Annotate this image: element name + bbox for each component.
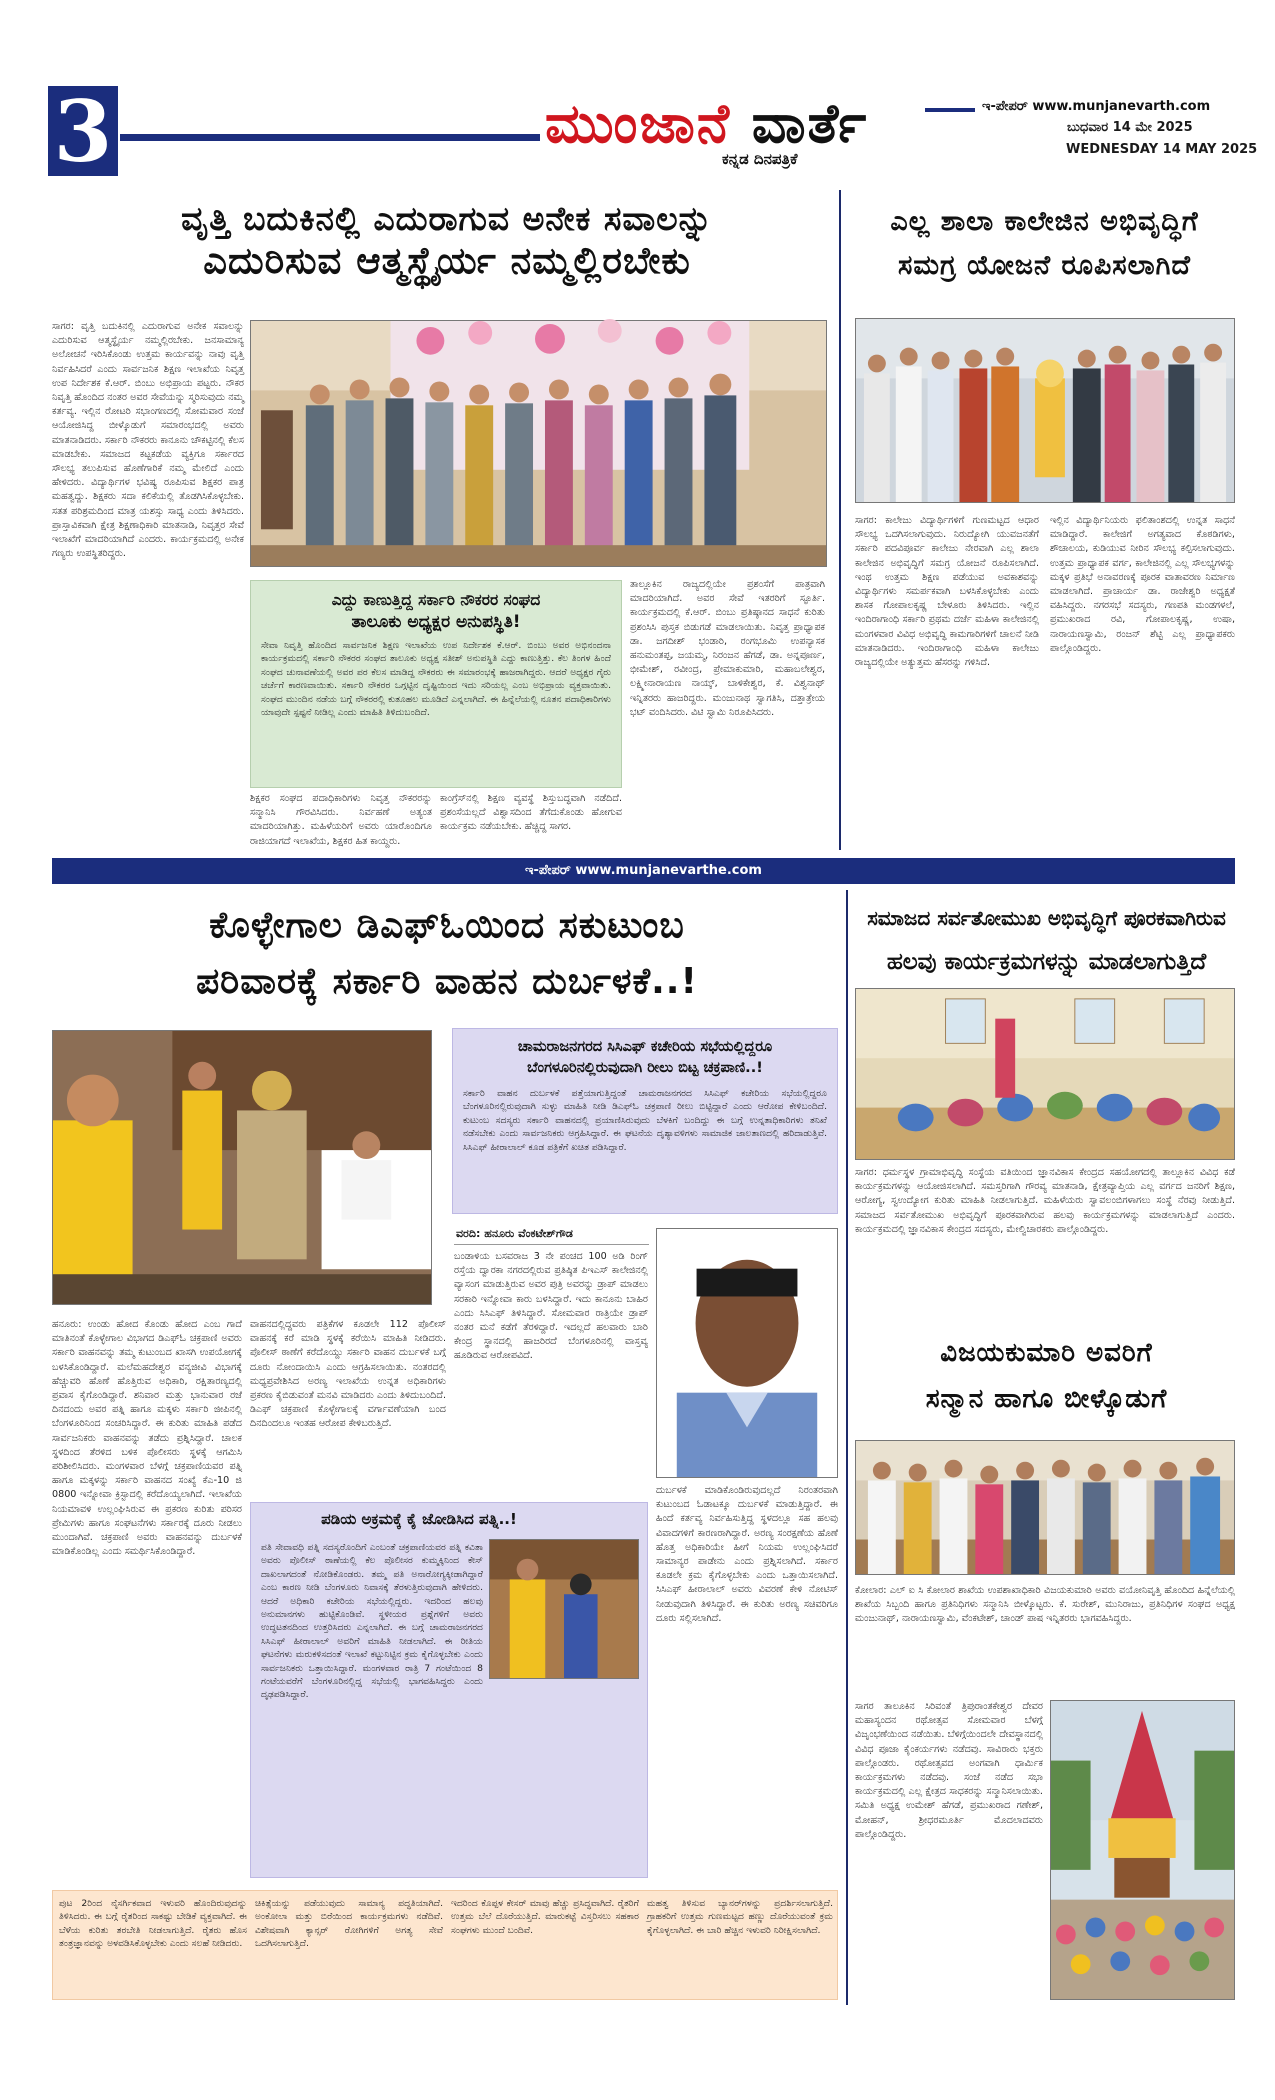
article3-headline-line1: ಕೊಳ್ಳೇಗಾಲ ಡಿಎಫ್‌ಓಯಿಂದ ಸಕುಟುಂಬ [209, 905, 685, 946]
article3-wife-box [250, 1502, 648, 1878]
article5-headline-line1: ವಿಜಯಕುಮಾರಿ ಅವರಿಗೆ [940, 1338, 1153, 1368]
article2-headline [852, 200, 1237, 288]
continued-column-1: ಪುಟ 2ರಿಂದ ನೈಸರ್ಗಿಕವಾದ ಇಳುವರಿ ಹೊಂದಿರುವುದನ್ನು ತಿಳಿಸಿದರು. ಈ ಬಗ್ಗೆ ರೈತರಿಂದ ಸಾಕಷ್ಟು ಬೇಡಿಕೆ ವ್ಯಕ್ತವಾಗಿದೆ. ಈ ಬೆಳೆಯ ಕುರಿತು ತರಬೇತಿ ನೀಡಲಾಗುತ್ತಿದೆ. ರೈತರು ಹೊಸ ತಂತ್ರಜ್ಞಾನವನ್ನು ಅಳವಡಿಸಿಕೊಳ್ಳಬೇಕು ಎಂದು ಸಲಹೆ ನೀಡಿದರು. [59, 1898, 247, 1950]
article1-sidebar-headline [251, 589, 621, 633]
article3-column-2: ವಾಹನದಲ್ಲಿದ್ದವರು ಪತ್ರಿಕೆಗಳ ಕೂಡಲೇ 112 ಪೊಲೀಸ್ ವಾಹನಕ್ಕೆ ಕರೆ ಮಾಡಿ ಸ್ಥಳಕ್ಕೆ ಕರೆಯಿಸಿ ಮಾಹಿತಿ ನೀಡಿದರು. ಪೊಲೀಸ್ ಠಾಣೆಗೆ ಕರೆದೊಯ್ದು ಸರ್ಕಾರಿ ವಾಹನ ದುರ್ಬಳಕೆ ಬಗ್ಗೆ ದೂರು ನೋಂದಾಯಿಸಿ ಎಂದು ಆಗ್ರಹಿಸಲಾಯಿತು. ನಂತರದಲ್ಲಿ ಮಧ್ಯಪ್ರವೇಶಿಸಿದ ಅರಣ್ಯ ಇಲಾಖೆಯ ಉನ್ನತ ಅಧಿಕಾರಿಗಳು ಪ್ರಕರಣ ಕೈಬಿಡುವಂತೆ ಮನವಿ ಮಾಡಿದರು ಎಂದು ತಿಳಿದುಬಂದಿದೆ. ಡಿಎಫ್ ಚಕ್ರಪಾಣಿ ಕೊಳ್ಳೇಗಾಲಕ್ಕೆ ವರ್ಗಾವಣೆಯಾಗಿ ಬಂದ ದಿನದಿಂದಲೂ ಇಂತಹ ಆರೋಪ ಕೇಳಿಬರುತ್ತಿದೆ. [250, 1319, 446, 1430]
continued-column-3: ಇದರಿಂದ ಕೊಪ್ಪಳ ಕೇಸರ್ ಮಾವು ಹೆಚ್ಚು ಪ್ರಸಿದ್ಧವಾಗಿದೆ. ರೈತರಿಗೆ ಉತ್ತಮ ಬೆಲೆ ದೊರೆಯುತ್ತಿದೆ. ಮಾರುಕಟ್ಟೆ ವಿಸ್ತರಿಸಲು ಸಹಕಾರ ಸಂಘಗಳು ಮುಂದೆ ಬಂದಿವೆ. [451, 1898, 639, 1936]
article3-wife-body-top: ಪತಿ ಸೇವಾವಧಿ ಪತ್ನಿ ಸದಸ್ಯರೊಂದಿಗೆ ಎಂಬಂತೆ ಚಕ್ರಪಾಣಿಯವರ ಪತ್ನಿ ಕವಿತಾ ಅವರು ಪೊಲೀಸ್ ಠಾಣೆಯಲ್ಲಿ ಕೆಲ ಪೊಲೀಸರ ಕುಮ್ಮಕ್ಕಿನಿಂದ ಕೇಸ್ ದಾಖಲಾಗದಂತೆ ನೋಡಿಕೊಂಡರು. ತಮ್ಮ ಪತಿ ಅನಾರೋಗ್ಯಕ್ಕೀಡಾಗಿದ್ದಾರೆ ಎಂಬ ಕಾರಣ ನೀಡಿ ಬೆಂಗಳೂರು ನಿವಾಸಕ್ಕೆ ತೆರಳುತ್ತಿರುವುದಾಗಿ ಹೇಳಿದರು. ಆದರೆ ಅಧಿಕಾರಿ ಕಚೇರಿಯ ಸಭೆಯಲ್ಲಿದ್ದರು. ಇದರಿಂದ ಹಲವು ಅನುಮಾನಗಳು ಹುಟ್ಟಿಕೊಂಡಿವೆ. ಸ್ಥಳೀಯರ ಪ್ರಶ್ನೆಗಳಿಗೆ ಅವರು ಉದ್ಧಟತನದಿಂದ ಉತ್ತರಿಸಿದರು ಎನ್ನಲಾಗಿದೆ. ಈ ಬಗ್ಗೆ ಚಾಮರಾಜನಗರದ ಸಿಸಿಎಫ್ ಹೀರಾಲಾಲ್ ಅವರಿಗೆ ಮಾಹಿತಿ ನೀಡಲಾಗಿದೆ. ಈ ರೀತಿಯ ಘಟನೆಗಳು ಮರುಕಳಿಸದಂತೆ ಇಲಾಖೆ ಕಟ್ಟುನಿಟ್ಟಿನ ಕ್ರಮ ಕೈಗೊಳ್ಳಬೇಕು ಎಂದು ಸಾರ್ವಜನಿಕರು ಒತ್ತಾಯಿಸಿದ್ದಾರೆ. ಮಂಗಳವಾರ ರಾತ್ರಿ 7 ಗಂಟೆಯಿಂದ 8 ಗಂಟೆಯವರೆಗೆ ಬೆಂಗಳೂರಿನಲ್ಲಿದ್ದ ಸಭೆಯಲ್ಲಿ ಭಾಗವಹಿಸಿದ್ದರು ಎಂದು ದೃಢಪಡಿಸಿದ್ದಾರೆ. [261, 1542, 483, 1701]
article3-sidebar-body: ಸರ್ಕಾರಿ ವಾಹನ ದುರ್ಬಳಕೆ ಪತ್ತೆಯಾಗುತ್ತಿದ್ದಂತೆ ಚಾಮರಾಜನಗರದ ಸಿಸಿಎಫ್ ಕಚೇರಿಯ ಸಭೆಯಲ್ಲಿದ್ದರೂ ಬೆಂಗಳೂರಿನಲ್ಲಿರುವುದಾಗಿ ಸುಳ್ಳು ಮಾಹಿತಿ ನೀಡಿ ಡಿಎಫ್‌ಓ ಚಕ್ರಪಾಣಿ ರೀಲು ಬಿಟ್ಟಿದ್ದಾರೆ ಎಂದು ಆರೋಪ ಕೇಳಿಬಂದಿದೆ. ಕುಟುಂಬ ಸದಸ್ಯರು ಸರ್ಕಾರಿ ವಾಹನದಲ್ಲಿ ಪ್ರಯಾಣಿಸಿರುವುದು ಬೆಳಕಿಗೆ ಬಂದಿದ್ದು ಈ ಬಗ್ಗೆ ಉನ್ನತಾಧಿಕಾರಿಗಳು ತನಿಖೆ ನಡೆಸಬೇಕು ಎಂದು ಸಾರ್ವಜನಿಕರು ಆಗ್ರಹಿಸಿದ್ದಾರೆ. ಈ ಘಟನೆಯ ದೃಶ್ಯಾವಳಿಗಳು ಸಾಮಾಜಿಕ ಜಾಲತಾಣದಲ್ಲಿ ಹರಿದಾಡುತ್ತಿವೆ. ಸಿಸಿಎಫ್ ಹೀರಾಲಾಲ್ ಕೂಡ ಪತ್ರಿಕೆಗೆ ಖಚಿತ ಪಡಿಸಿದ್ದಾರೆ. [463, 1088, 827, 1153]
article1-photo [250, 320, 827, 567]
article4-headline-line2: ಹಲವು ಕಾರ್ಯಕ್ರಮಗಳನ್ನು ಮಾಡಲಾಗುತ್ತಿದೆ [886, 949, 1207, 975]
article4-headline [855, 896, 1238, 984]
article1-headline-line1: ವೃತ್ತಿ ಬದುಕಿನಲ್ಲಿ ಎದುರಾಗುವ ಅನೇಕ ಸವಾಲನ್ನು [181, 199, 713, 238]
article6-photo [1050, 1700, 1235, 2000]
article1-column-1: ಸಾಗರ: ವೃತ್ತಿ ಬದುಕಿನಲ್ಲಿ ಎದುರಾಗುವ ಅನೇಕ ಸವಾಲನ್ನು ಎದುರಿಸುವ ಆತ್ಮಸ್ಥೈರ್ಯ ನಮ್ಮಲ್ಲಿರಬೇಕು. ಜನಸಾಮಾನ್ಯ ಅಲೋಚನೆ ಇರಿಸಿಕೊಂಡು ಉತ್ತಮ ಕಾರ್ಯವನ್ನು ನಾವು ವೃತ್ತಿ ನಿರ್ವಹಿಸಿದರೆ ಎಂದು ಸಾರ್ವಜನಿಕ ಶಿಕ್ಷಣ ಇಲಾಖೆಯ ನಿವೃತ್ತ ಉಪ ನಿರ್ದೇಶಕ ಕೆ.ಆರ್. ಬಿಂಬು ಅಭಿಪ್ರಾಯ ಪಟ್ಟರು. ನೌಕರ ನಿವೃತ್ತಿ ಹೊಂದಿದ ನಂತರ ಅವರ ಸೇವೆಯನ್ನು ಸ್ಮರಿಸುವುದು ನಮ್ಮ ಕರ್ತವ್ಯ. ಇಲ್ಲಿನ ರೋಟರಿ ಸಭಾಂಗಣದಲ್ಲಿ ಸೋಮವಾರ ಸಂಜೆ ಆಯೋಜಿಸಿದ್ದ ಬೀಳ್ಕೊಡುಗೆ ಸಮಾರಂಭದಲ್ಲಿ ಅವರು ಮಾತನಾಡಿದರು. ಸರ್ಕಾರಿ ನೌಕರರು ಕಾನೂನು ಚೌಕಟ್ಟಿನಲ್ಲಿ ಕೆಲಸ ಮಾಡಬೇಕು. ಸಮಾಜದ ಕಟ್ಟಕಡೆಯ ವ್ಯಕ್ತಿಗೂ ಸರ್ಕಾರದ ಸೌಲಭ್ಯ ತಲುಪಿಸುವ ಹೊಣೆಗಾರಿಕೆ ನಮ್ಮ ಮೇಲಿದೆ ಎಂದು ಹೇಳಿದರು. ವಿದ್ಯಾರ್ಥಿಗಳ ಭವಿಷ್ಯ ರೂಪಿಸುವ ಶಿಕ್ಷಕರ ಪಾತ್ರ ಮಹತ್ವದ್ದು. ಶಿಕ್ಷಕರು ಸದಾ ಕಲಿಕೆಯಲ್ಲಿ ತೊಡಗಿಸಿಕೊಳ್ಳಬೇಕು. ಸತತ ಪರಿಶ್ರಮದಿಂದ ಮಾತ್ರ ಯಶಸ್ಸು ಸಾಧ್ಯ ಎಂದು ತಿಳಿಸಿದರು. ಪ್ರಾಸ್ತಾವಿಕವಾಗಿ ಕ್ಷೇತ್ರ ಶಿಕ್ಷಣಾಧಿಕಾರಿ ಮಾತನಾಡಿ, ನಿವೃತ್ತರ ಸೇವೆ ಇಲಾಖೆಗೆ ಮಾದರಿಯಾಗಿದೆ ಎಂದರು. ಕಾರ್ಯಕ್ರಮದಲ್ಲಿ ಅನೇಕ ಗಣ್ಯರು ಉಪಸ್ಥಿತರಿದ್ದರು. [52, 321, 244, 560]
reporter-portrait [656, 1228, 838, 1478]
article2-photo [855, 318, 1235, 503]
newspaper-logo [545, 92, 868, 156]
article3-column-1: ಹನೂರು: ಉಂಡು ಹೋದ ಕೊಂಡು ಹೋದ ಎಂಬ ಗಾದೆ ಮಾತಿನಂತೆ ಕೊಳ್ಳೇಗಾಲ ವಿಭಾಗದ ಡಿಎಫ್‌ಓ ಚಕ್ರಪಾಣಿ ಅವರು ಸರ್ಕಾರಿ ವಾಹನವನ್ನು ತಮ್ಮ ಕುಟುಂಬದ ಖಾಸಗಿ ಉಪಯೋಗಕ್ಕೆ ಬಳಸಿಕೊಂಡಿದ್ದಾರೆ. ಮಲೆಮಹದೇಶ್ವರ ವನ್ಯಜೀವಿ ವಿಭಾಗಕ್ಕೆ ಹೆಚ್ಚುವರಿ ಹೊಣೆ ಹೊತ್ತಿರುವ ಅಧಿಕಾರಿ, ರಕ್ಷಿತಾರಣ್ಯದಲ್ಲಿ ಪ್ರವಾಸ ಕೈಗೊಂಡಿದ್ದಾರೆ. ಶನಿವಾರ ಮತ್ತು ಭಾನುವಾರ ರಜೆ ದಿನದಂದು ಅವರ ಪತ್ನಿ ಹಾಗೂ ಮಕ್ಕಳು ಸರ್ಕಾರಿ ಜೀಪಿನಲ್ಲಿ ಬೆಂಗಳೂರಿನಿಂದ ಸಂಚರಿಸಿದ್ದಾರೆ. ಈ ಕುರಿತು ಮಾಹಿತಿ ಪಡೆದ ಸಾರ್ವಜನಿಕರು ವಾಹನವನ್ನು ತಡೆದು ಪ್ರಶ್ನಿಸಿದ್ದಾರೆ. ಚಾಲಕ ಸ್ಥಳದಿಂದ ತೆರಳಿದ ಬಳಿಕ ಪೊಲೀಸರು ಸ್ಥಳಕ್ಕೆ ಆಗಮಿಸಿ ಪರಿಶೀಲಿಸಿದರು. ಮಂಗಳವಾರ ಬೆಳಗ್ಗೆ ಚಕ್ರಪಾಣಿಯವರ ಪತ್ನಿ ಹಾಗೂ ಮಕ್ಕಳನ್ನು ಸರ್ಕಾರಿ ವಾಹನದ ಸಂಖ್ಯೆ ಕೆಎ-10 ಜಿ 0800 ಇನ್ನೋವಾ ಕ್ರಿಸ್ಟಾದಲ್ಲಿ ಕರೆದೊಯ್ಯಲಾಗಿದೆ. ಇಲಾಖೆಯ ನಿಯಮಾವಳಿ ಉಲ್ಲಂಘಿಸಿರುವ ಈ ಪ್ರಕರಣ ಕುರಿತು ಪರಿಸರ ಪ್ರೇಮಿಗಳು ಹಾಗೂ ಸಂಘಟನೆಗಳು ಸರ್ಕಾರಕ್ಕೆ ದೂರು ನೀಡಲು ಮುಂದಾಗಿವೆ. ಚಕ್ರಪಾಣಿ ಅವರು ವಾಹನವನ್ನು ದುರ್ಬಳಕೆ ಮಾಡಿಕೊಂಡಿಲ್ಲ ಎಂದು ಸಮರ್ಥಿಸಿಕೊಂಡಿದ್ದಾರೆ. [52, 1319, 242, 1558]
column-rule-bottom [846, 890, 848, 2005]
epaper-divider-link[interactable]: ಇ-ಪೇಪರ್ www.munjanevarthe.com [525, 863, 762, 878]
article3-photo-1 [52, 1030, 432, 1305]
article3-headline-line2: ಪರಿವಾರಕ್ಕೆ ಸರ್ಕಾರಿ ವಾಹನ ದುರ್ಬಳಕೆ..! [196, 961, 698, 1002]
date-english: WEDNESDAY 14 MAY 2025 [1066, 142, 1258, 157]
logo-word-2: ವಾರ್ತೆ [751, 92, 869, 155]
article4-photo [855, 988, 1235, 1160]
article3-headline [52, 898, 842, 1010]
page-number: 3 [48, 86, 118, 176]
article5-headline [855, 1330, 1238, 1422]
epaper-link[interactable]: ಇ-ಪೇಪರ್ www.munjanevarth.com [982, 99, 1211, 114]
article1-sidebar-body: ಸೇವಾ ನಿವೃತ್ತಿ ಹೊಂದಿದ ಸಾರ್ವಜನಿಕ ಶಿಕ್ಷಣ ಇಲಾಖೆಯ ಉಪ ನಿರ್ದೇಶಕ ಕೆ.ಆರ್. ಬಿಂಬು ಅವರ ಅಭಿನಂದನಾ ಕಾರ್ಯಕ್ರಮದಲ್ಲಿ ಸರ್ಕಾರಿ ನೌಕರರ ಸಂಘದ ತಾಲೂಕು ಅಧ್ಯಕ್ಷ ಸತೀಶ್ ಅನುಪಸ್ಥಿತಿ ಎದ್ದು ಕಾಣುತ್ತಿತ್ತು. ಕೆಲ ತಿಂಗಳ ಹಿಂದೆ ಸಂಘದ ಚುನಾವಣೆಯಲ್ಲಿ ಅವರ ಪರ ಕೆಲಸ ಮಾಡಿದ್ದ ನೌಕರರು ಈ ಸಮಾರಂಭಕ್ಕೆ ಹಾಜರಾಗಿದ್ದರು. ಆದರೆ ಅಧ್ಯಕ್ಷರ ಗೈರು ಚರ್ಚೆಗೆ ಕಾರಣವಾಯಿತು. ಸರ್ಕಾರಿ ನೌಕರರ ಒಗ್ಗಟ್ಟಿನ ದೃಷ್ಟಿಯಿಂದ ಇದು ಸರಿಯಲ್ಲ ಎಂಬ ಅಭಿಪ್ರಾಯ ವ್ಯಕ್ತವಾಯಿತು. ಸಂಘದ ಮುಂದಿನ ನಡೆಯ ಬಗ್ಗೆ ನೌಕರರಲ್ಲಿ ಕುತೂಹಲ ಮೂಡಿದೆ ಎನ್ನಲಾಗಿದೆ. ಈ ಹಿನ್ನೆಲೆಯಲ್ಲಿ ನೂತನ ಪದಾಧಿಕಾರಿಗಳು ಯಾವುದೇ ಸ್ಪಷ್ಟನೆ ನೀಡಿಲ್ಲ ಎಂದು ಮಾಹಿತಿ ತಿಳಿದುಬಂದಿದೆ. [261, 640, 611, 719]
newspaper-tagline: ಕನ್ನಡ ದಿನಪತ್ರಿಕೆ [722, 150, 798, 168]
article1-column-4: ಕಾಂಗ್ರೆಸ್‌ನಲ್ಲಿ ಶಿಕ್ಷಣ ವ್ಯವಸ್ಥೆ ಶಿಸ್ತುಬದ್ಧವಾಗಿ ನಡೆದಿದೆ. ಪ್ರಶಂಸೆಯಲ್ಲದೆ ವಿಶ್ವಾಸದಿಂದ ತೆಗೆದುಕೊಂಡು ಹೋಗುವ ಕಾರ್ಯಕ್ರಮ ನಡೆಯಬೇಕು. ಹೆಚ್ಚಿದ್ದ ಸಾಗರ. [440, 793, 622, 833]
article1-sidebar-headline-line2: ತಾಲೂಕು ಅಧ್ಯಕ್ಷರ ಅನುಪಸ್ಥಿತಿ! [351, 612, 521, 632]
article5-headline-line2: ಸನ್ಮಾನ ಹಾಗೂ ಬೀಳ್ಕೊಡುಗೆ [925, 1384, 1168, 1414]
article3-sidebar-headline [453, 1037, 837, 1079]
article2-headline-line2: ಸಮಗ್ರ ಯೋಜನೆ ರೂಪಿಸಲಾಗಿದೆ [898, 250, 1191, 281]
article1-column-2: ಶಿಕ್ಷಕರ ಸಂಘದ ಪದಾಧಿಕಾರಿಗಳು ನಿವೃತ್ತ ನೌಕರರನ್ನು ಸನ್ಮಾನಿಸಿ ಗೌರವಿಸಿದರು. ನಿರ್ವಹಣೆ ಅತ್ಯಂತ ಮಾದರಿಯಾಗಿತ್ತು. ಮಹಿಳೆಯರಿಗೆ ಅವರು ಯಾರೊಂದಿಗೂ ರಾಜಿಯಾಗದೆ ಇಲಾಖೆಯ, ಶಿಕ್ಷಕರ ಹಿತ ಕಾಯ್ದರು. [250, 793, 432, 847]
article3-column-4: ದುರ್ಬಳಕೆ ಮಾಡಿಕೊಂಡಿರುವುದಲ್ಲದೆ ನಿರಂತರವಾಗಿ ಕುಟುಂಬದ ಓಡಾಟಕ್ಕೂ ದುರ್ಬಳಕೆ ಮಾಡುತ್ತಿದ್ದಾರೆ. ಈ ಹಿಂದೆ ಕರ್ತವ್ಯ ನಿರ್ವಹಿಸುತ್ತಿದ್ದ ಸ್ಥಳದಲ್ಲೂ ಸಹ ಹಲವು ವಿವಾದಗಳಿಗೆ ಕಾರಣರಾಗಿದ್ದಾರೆ. ಅರಣ್ಯ ಸಂರಕ್ಷಣೆಯ ಹೊಣೆ ಹೊತ್ತ ಅಧಿಕಾರಿಯೇ ಹೀಗೆ ನಿಯಮ ಉಲ್ಲಂಘಿಸಿದರೆ ಸಾಮಾನ್ಯರ ಪಾಡೇನು ಎಂದು ಪ್ರಶ್ನಿಸಲಾಗಿದೆ. ಸರ್ಕಾರ ಕೂಡಲೇ ಕ್ರಮ ಕೈಗೊಳ್ಳಬೇಕು ಎಂದು ಒತ್ತಾಯಿಸಲಾಗಿದೆ. ಸಿಸಿಎಫ್ ಹೀರಾಲಾಲ್ ಅವರು ವಿವರಣೆ ಕೇಳಿ ನೋಟಿಸ್ ನೀಡುವುದಾಗಿ ತಿಳಿಸಿದ್ದಾರೆ. ಈ ಕುರಿತು ಅರಣ್ಯ ಸಚಿವರಿಗೂ ದೂರು ಸಲ್ಲಿಸಲಾಗಿದೆ. [656, 1485, 838, 1624]
masthead-rule-right [925, 108, 975, 112]
article2-column-2: ಇಲ್ಲಿನ ವಿದ್ಯಾರ್ಥಿನಿಯರು ಫಲಿತಾಂಶದಲ್ಲಿ ಉನ್ನತ ಸಾಧನೆ ಮಾಡಿದ್ದಾರೆ. ಕಾಲೇಜಿಗೆ ಅಗತ್ಯವಾದ ಕೊಠಡಿಗಳು, ಶೌಚಾಲಯ, ಕುಡಿಯುವ ನೀರಿನ ಸೌಲಭ್ಯ ಕಲ್ಪಿಸಲಾಗುವುದು. ಉತ್ತಮ ಪ್ರಾಧ್ಯಾಪಕ ವರ್ಗ, ಕಾಲೇಜಿನಲ್ಲಿ ಎಲ್ಲ ಸೌಲಭ್ಯಗಳನ್ನು ಮಕ್ಕಳ ಪ್ರತಿಭೆ ಅನಾವರಣಕ್ಕೆ ಪೂರಕ ವಾತಾವರಣ ನಿರ್ಮಾಣ ಮಾಡಲಾಗಿದೆ. ಪ್ರಾಚಾರ್ಯ ಡಾ. ರಾಜೇಶ್ವರಿ ಅಧ್ಯಕ್ಷತೆ ವಹಿಸಿದ್ದರು. ನಗರಸಭೆ ಸದಸ್ಯರು, ಗಣಪತಿ ಮಂಡಗಳಲೆ, ಪ್ರಮುಖರಾದ ರವಿ, ಗೋಪಾಲಕೃಷ್ಣ, ಉಷಾ, ನಾರಾಯಣಸ್ವಾಮಿ, ರಂಜನ್ ಶೆಟ್ಟಿ ಎಲ್ಲ ಪ್ರಾಧ್ಯಾಪಕರು ಪಾಲ್ಗೊಂಡಿದ್ದರು. [1050, 515, 1235, 654]
article3-sidebar-box [452, 1028, 838, 1214]
article3-sidebar-headline-line2: ಬೆಂಗಳೂರಿನಲ್ಲಿರುವುದಾಗಿ ರೀಲು ಬಿಟ್ಟ ಚಕ್ರಪಾಣಿ..! [527, 1060, 763, 1076]
article3-photo-2 [489, 1539, 639, 1679]
article1-headline [52, 198, 842, 282]
article2-column-1: ಸಾಗರ: ಕಾಲೇಜು ವಿದ್ಯಾರ್ಥಿಗಳಿಗೆ ಗುಣಮಟ್ಟದ ಆಧಾರ ಸೌಲಭ್ಯ ಒದಗಿಸಲಾಗುವುದು. ನಿರುದ್ಯೋಗಿ ಯುವಜನತೆಗೆ ಸರ್ಕಾರಿ ಪದವಿಪೂರ್ವ ಕಾಲೇಜು ನೇರವಾಗಿ ಎಲ್ಲ ಶಾಲಾ ಕಾಲೇಜಿನ ಅಭಿವೃದ್ಧಿಗೆ ಸಮಗ್ರ ಯೋಜನೆ ರೂಪಿಸಲಾಗಿದೆ. ಇಂಥ ಉತ್ತಮ ಶಿಕ್ಷಣ ಪಡೆಯುವ ಅವಕಾಶವನ್ನು ವಿದ್ಯಾರ್ಥಿಗಳು ಸಮರ್ಪಕವಾಗಿ ಬಳಸಿಕೊಳ್ಳಬೇಕು ಎಂದು ಶಾಸಕ ಗೋಪಾಲಕೃಷ್ಣ ಬೇಳೂರು ತಿಳಿಸಿದರು. ಇಲ್ಲಿನ ಇಂದಿರಾಗಾಂಧಿ ಸರ್ಕಾರಿ ಪ್ರಥಮ ದರ್ಜೆ ಮಹಿಳಾ ಕಾಲೇಜಿನಲ್ಲಿ ಮಂಗಳವಾರ ವಿವಿಧ ಅಭಿವೃದ್ಧಿ ಕಾಮಗಾರಿಗಳಿಗೆ ಚಾಲನೆ ನೀಡಿ ಮಾತನಾಡಿದರು. ಇಂದಿರಾಗಾಂಧಿ ಮಹಿಳಾ ಕಾಲೇಜು ರಾಜ್ಯದಲ್ಲಿಯೇ ಅತ್ಯುತ್ತಮ ಹೆಸರನ್ನು ಗಳಿಸಿದೆ. [855, 515, 1039, 669]
masthead-rule-left [120, 134, 540, 141]
article4-headline-line1: ಸಮಾಜದ ಸರ್ವತೋಮುಖ ಅಭಿವೃದ್ಧಿಗೆ ಪೂರಕವಾಗಿರುವ [867, 906, 1226, 930]
article3-column-3: ಬಂಡಾಳಿಯ ಬಸವರಾಜ 3 ನೇ ಪಂಚದ 100 ಅಡಿ ರಿಂಗ್ ರಸ್ತೆಯ ದ್ವಾರಕಾ ನಗರದಲ್ಲಿರುವ ಪ್ರತಿಷ್ಠಿತ ಪಿಇಎಸ್ ಕಾಲೇಜಿನಲ್ಲಿ ವ್ಯಾಸಂಗ ಮಾಡುತ್ತಿರುವ ಅವರ ಪುತ್ರಿ ಅವರನ್ನು ಡ್ರಾಪ್ ಮಾಡಲು ಸರಕಾರಿ ಇನ್ನೋವಾ ಕಾರು ಬಳಸಿದ್ದಾರೆ. ಇದು ಕಾನೂನು ಬಾಹಿರ ಎಂದು ಸಿಸಿಎಫ್ ತಿಳಿಸಿದ್ದಾರೆ. ಸೋಮವಾರ ರಾತ್ರಿಯೇ ಡ್ರಾಪ್ ನಂತರ ಮನೆ ಕಡೆಗೆ ತೆರಳಿದ್ದಾರೆ. ಇದಲ್ಲದೆ ಹಲವಾರು ಬಾರಿ ಕೇಂದ್ರ ಸ್ಥಾನದಲ್ಲಿ ಹಾಜರಿರದೆ ಬೆಂಗಳೂರಿನಲ್ಲಿ ವಾಸ್ತವ್ಯ ಹೂಡಿರುವ ಆರೋಪವಿದೆ. [454, 1251, 648, 1362]
article3-wife-headline: ಪಡಿಯ ಅಕ್ರಮಕ್ಕೆ ಕೈ ಜೋಡಿಸಿದ ಪತ್ನಿ..! [321, 1510, 517, 1528]
article1-sidebar-box [250, 580, 622, 788]
date-kannada: ಬುಧವಾರ 14 ಮೇ 2025 [1067, 120, 1193, 135]
continued-column-2: ಚಿಕಿತ್ಸೆಯನ್ನು ಪಡೆಯುವುದು ಸಾಮಾನ್ಯ ಪದ್ಧತಿಯಾಗಿದೆ. ಅಂಕೋಲಾ ಮತ್ತು ಬಿರೆಯಿಂದ ಕಾರ್ಯಕ್ರಮಗಳು ನಡೆದಿವೆ. ವಿಶೇಷವಾಗಿ ಕ್ಯಾನ್ಸರ್ ರೋಗಿಗಳಿಗೆ ಅಗತ್ಯ ಸೇವೆ ಒದಗಿಸಲಾಗುತ್ತಿದೆ. [255, 1898, 443, 1950]
article1-sidebar-headline-line1: ಎದ್ದು ಕಾಣುತ್ತಿದ್ದ ಸರ್ಕಾರಿ ನೌಕರರ ಸಂಘದ [331, 591, 541, 609]
article6-body: ಸಾಗರ ತಾಲೂಕಿನ ಸಿರಿವಂತೆ ತ್ರಿಪುರಾಂತಕೇಶ್ವರ ದೇವರ ಮಹಾಸ್ಯಂದನ ರಥೋತ್ಸವ ಸೋಮವಾರ ಬೆಳಗ್ಗೆ ವಿಜೃಂಭಣೆಯಿಂದ ನಡೆಯಿತು. ಬೆಳಿಗ್ಗೆಯಿಂದಲೇ ದೇವಸ್ಥಾನದಲ್ಲಿ ವಿವಿಧ ಪೂಜಾ ಕೈಂಕರ್ಯಗಳು ನಡೆದವು. ಸಾವಿರಾರು ಭಕ್ತರು ಪಾಲ್ಗೊಂಡರು. ರಥೋತ್ಸವದ ಅಂಗವಾಗಿ ಧಾರ್ಮಿಕ ಕಾರ್ಯಕ್ರಮಗಳು ನಡೆದವು. ಸಂಜೆ ನಡೆದ ಸಭಾ ಕಾರ್ಯಕ್ರಮದಲ್ಲಿ ಎಲ್ಲ ಕ್ಷೇತ್ರದ ಸಾಧಕರನ್ನು ಸನ್ಮಾನಿಸಲಾಯಿತು. ಸಮಿತಿ ಅಧ್ಯಕ್ಷ ಉಮೇಶ್ ಹೆಗಡೆ, ಪ್ರಮುಖರಾದ ಗಣೇಶ್, ಮೋಹನ್, ಶ್ರೀಧರಮೂರ್ತಿ ಮೊದಲಾದವರು ಪಾಲ್ಗೊಂಡಿದ್ದರು. [855, 1701, 1043, 1840]
article3-byline: ವರದಿ: ಹನೂರು ವೆಂಕಟೇಶ್‌ಗೌಡ [454, 1225, 649, 1245]
article4-body: ಸಾಗರ: ಧರ್ಮಸ್ಥಳ ಗ್ರಾಮಾಭಿವೃದ್ಧಿ ಸಂಸ್ಥೆಯ ವತಿಯಿಂದ ಜ್ಞಾನವಿಕಾಸ ಕೇಂದ್ರದ ಸಹಯೋಗದಲ್ಲಿ ತಾಲ್ಲೂಕಿನ ವಿವಿಧ ಕಡೆ ಕಾರ್ಯಕ್ರಮಗಳನ್ನು ಆಯೋಜಿಸಲಾಗಿದೆ. ಸಮಸ್ತರಿಗಾಗಿ ಗೌರವ್ಯ ಮಾತನಾಡಿ, ಕ್ಷೇತ್ರವ್ಯಾಪ್ತಿಯ ಎಲ್ಲ ವರ್ಗದ ಜನರಿಗೆ ಶಿಕ್ಷಣ, ಆರೋಗ್ಯ, ಸ್ವಉದ್ಯೋಗ ಕುರಿತು ಮಾಹಿತಿ ನೀಡಲಾಗುತ್ತಿದೆ. ಮಹಿಳೆಯರು ಸ್ವಾವಲಂಬಿಗಳಾಗಲು ಸಂಸ್ಥೆ ನೆರವು ನೀಡುತ್ತಿದೆ. ಸಮಾಜದ ಸರ್ವತೋಮುಖ ಅಭಿವೃದ್ಧಿಗೆ ಪೂರಕವಾಗಿರುವ ಹಲವು ಕಾರ್ಯಕ್ರಮಗಳನ್ನು ಮಾಡಲಾಗುತ್ತಿದೆ ಎಂದರು. ಕಾರ್ಯಕ್ರಮದಲ್ಲಿ ಜ್ಞಾನವಿಕಾಸ ಕೇಂದ್ರದ ಸದಸ್ಯರು, ಮೇಲ್ವಿಚಾರಕರು ಪಾಲ್ಗೊಂಡಿದ್ದರು. [855, 1167, 1235, 1235]
article3-sidebar-headline-line1: ಚಾಮರಾಜನಗರದ ಸಿಸಿಎಫ್ ಕಚೇರಿಯ ಸಭೆಯಲ್ಲಿದ್ದರೂ [517, 1039, 773, 1055]
article3-continued-box [52, 1890, 838, 2000]
article5-body: ಕೋಲಾರ: ಎಲ್ ಐ ಸಿ ಕೋಲಾರ ಶಾಖೆಯ ಉಪಶಾಖಾಧಿಕಾರಿ ವಿಜಯಕುಮಾರಿ ಅವರು ವಯೋನಿವೃತ್ತಿ ಹೊಂದಿದ ಹಿನ್ನೆಲೆಯಲ್ಲಿ ಶಾಖೆಯ ಸಿಬ್ಬಂದಿ ಹಾಗೂ ಪ್ರತಿನಿಧಿಗಳು ಸನ್ಮಾನಿಸಿ ಬೀಳ್ಕೊಟ್ಟರು. ಕೆ. ಸುರೇಶ್, ಮುನಿರಾಜು, ಪ್ರತಿನಿಧಿಗಳ ಸಂಘದ ಅಧ್ಯಕ್ಷ ಮಂಜುನಾಥ್, ನಾರಾಯಣಸ್ವಾಮಿ, ವೆಂಕಟೇಶ್, ಚಾಂಡ್ ಪಾಷ ಇನ್ನಿತರರು ಭಾಗವಹಿಸಿದ್ದರು. [855, 1585, 1235, 1625]
continued-column-4: ಮಹತ್ವ ತಿಳಿಸುವ ಬ್ಯಾನರ್‌ಗಳನ್ನು ಪ್ರದರ್ಶಿಸಲಾಗುತ್ತಿದೆ. ಗ್ರಾಹಕರಿಗೆ ಉತ್ತಮ ಗುಣಮಟ್ಟದ ಹಣ್ಣು ದೊರೆಯುವಂತೆ ಕ್ರಮ ಕೈಗೊಳ್ಳಲಾಗಿದೆ. ಈ ಬಾರಿ ಹೆಚ್ಚಿನ ಇಳುವರಿ ನಿರೀಕ್ಷಿಸಲಾಗಿದೆ. [647, 1898, 833, 1936]
article2-headline-line1: ಎಲ್ಲ ಶಾಲಾ ಕಾಲೇಜಿನ ಅಭಿವೃದ್ಧಿಗೆ [890, 206, 1199, 237]
article1-headline-line2: ಎದುರಿಸುವ ಆತ್ಮಸ್ಥೈರ್ಯ ನಮ್ಮಲ್ಲಿರಬೇಕು [203, 239, 691, 282]
article1-column-3: ತಾಲ್ಲೂಕಿನ ರಾಜ್ಯದಲ್ಲಿಯೇ ಪ್ರಶಂಸೆಗೆ ಪಾತ್ರವಾಗಿ ಮಾದರಿಯಾಗಿದೆ. ಅವರ ಸೇವೆ ಇತರರಿಗೆ ಸ್ಫೂರ್ತಿ. ಕಾರ್ಯಕ್ರಮದಲ್ಲಿ ಕೆ.ಆರ್. ಬಿಂಬು ಪ್ರತಿಷ್ಠಾನದ ಸಾಧನೆ ಕುರಿತು ಪ್ರಶಂಸಿಸಿ ಪುಸ್ತಕ ಬಿಡುಗಡೆ ಮಾಡಲಾಯಿತು. ನಿವೃತ್ತ ಪ್ರಾಧ್ಯಾಪಕ ಡಾ. ಜಗದೀಶ್ ಭಂಡಾರಿ, ರಂಗಭೂಮಿ ಉಪನ್ಯಾಸಕ ಹನುಮಂತಪ್ಪ, ಜಯಮ್ಮ, ನಿರಂಜನ ಹೆಗಡೆ, ಡಾ. ಅನ್ನಪೂರ್ಣ, ಭೀಮೇಶ್, ರವೀಂದ್ರ, ಪ್ರೇಮಾಕುಮಾರಿ, ಮಹಾಬಲೇಶ್ವರ, ಲಕ್ಷ್ಮೀನಾರಾಯಣ ನಾಯ್ಕ್, ಬಾಳಿಕೇಶ್ವರ, ಕೆ. ವಿಶ್ವನಾಥ್ ಇನ್ನಿತರರು ಹಾಜರಿದ್ದರು. ಮಂಜುನಾಥ ಸ್ವಾಗತಿಸಿ, ದತ್ತಾತ್ರೇಯ ಭಟ್ ವಂದಿಸಿದರು. ವಿಟಿ ಸ್ವಾಮಿ ನಿರೂಪಿಸಿದರು. [630, 579, 825, 718]
logo-word-1: ಮುಂಜಾನೆ [545, 92, 731, 155]
epaper-divider-strip [52, 858, 1235, 884]
article5-photo [855, 1440, 1235, 1575]
column-rule-top [839, 190, 841, 850]
